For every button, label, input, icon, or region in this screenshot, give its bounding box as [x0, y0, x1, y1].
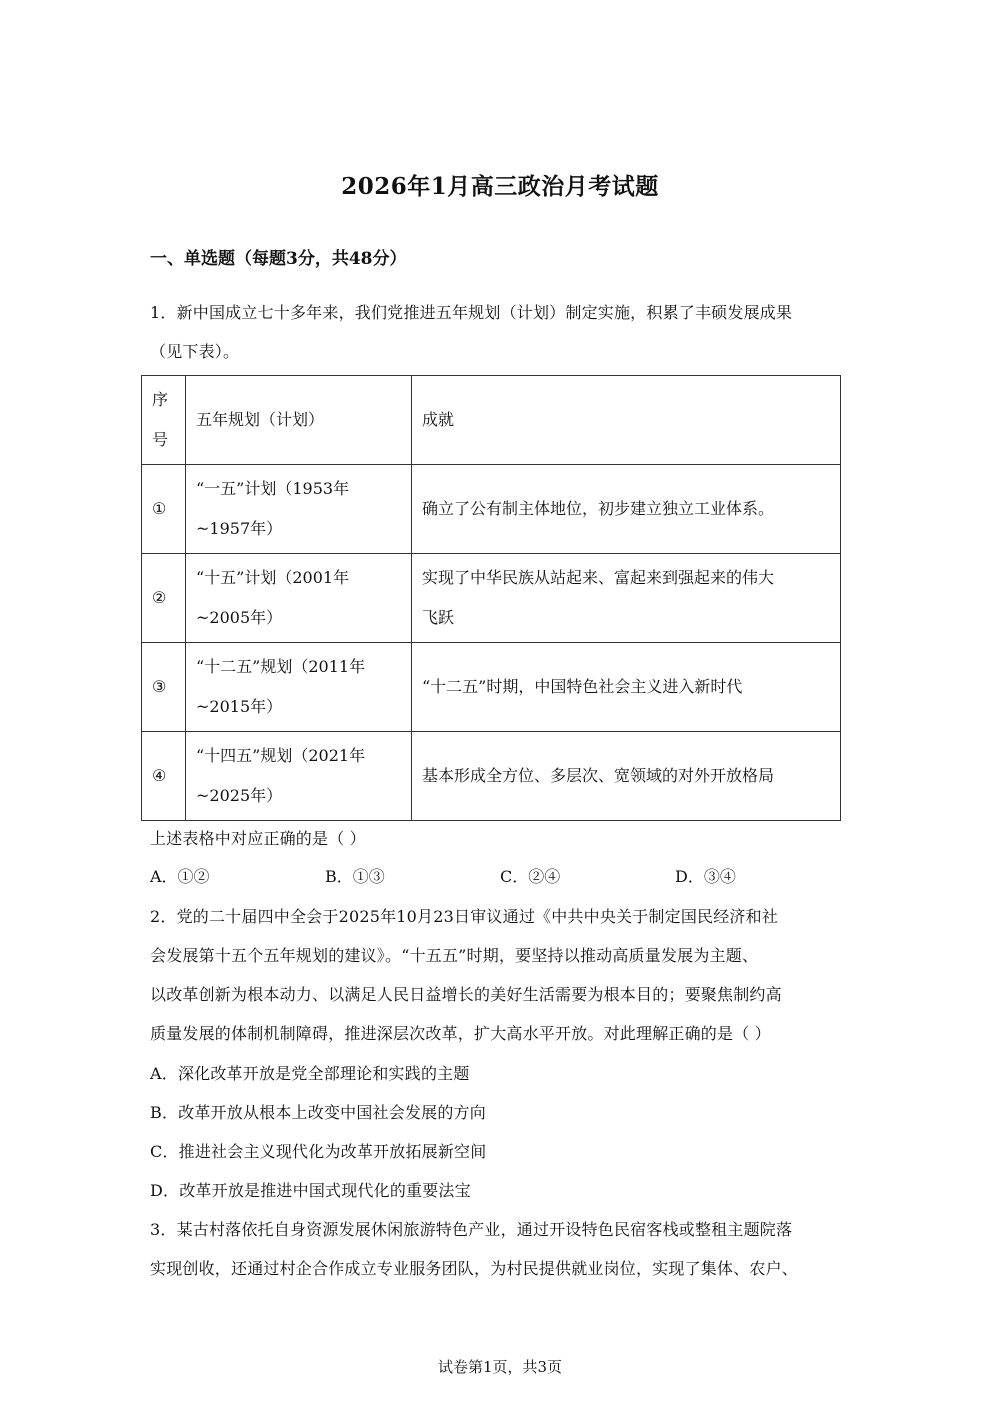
q1-option-a[interactable]: A．①② [150, 867, 210, 886]
header-no-line1: 序 [152, 390, 169, 409]
row-result-line1: 基本形成全方位、多层次、宽领域的对外开放格局 [422, 766, 775, 785]
q2-stem-line1: 2．党的二十届四中全会于2025年10月23日审议通过《中共中央关于制定国民经济和社 [150, 907, 779, 926]
q1-stem-line1: 1．新中国成立七十多年来，我们党推进五年规划（计划）制定实施，积累了丰硕发展成果 [150, 303, 793, 322]
row-plan [186, 554, 412, 643]
q2-stem-line4: 质量发展的体制机制障碍，推进深层次改革，扩大高水平开放。对此理解正确的是（ ） [150, 1024, 771, 1043]
q1-option-b[interactable]: B．①③ [325, 867, 385, 886]
row-result [412, 732, 841, 821]
q2-option-a[interactable]: A．深化改革开放是党全部理论和实践的主题 [150, 1064, 470, 1083]
header-plan-cell: 五年规划（计划） [186, 376, 412, 465]
header-no-cell [142, 376, 186, 465]
row-plan [186, 732, 412, 821]
table-row [142, 643, 841, 732]
row-no: ④ [142, 732, 186, 821]
q1-option-d[interactable]: D．③④ [675, 867, 736, 886]
row-plan-line1: “一五”计划（1953年 [196, 479, 350, 498]
row-no: ① [142, 465, 186, 554]
table-row [142, 732, 841, 821]
row-plan-line2: ~2015年） [196, 697, 283, 716]
row-plan-line2: ~2005年） [196, 608, 283, 627]
row-plan-line1: “十四五”规划（2021年 [196, 746, 366, 765]
page-title: 2026年1月高三政治月考试题 [341, 173, 659, 200]
row-plan [186, 465, 412, 554]
q3-stem-line1: 3．某古村落依托自身资源发展休闲旅游特色产业，通过开设特色民宿客栈或整租主题院落 [150, 1220, 793, 1239]
row-result [412, 465, 841, 554]
row-result-line1: 确立了公有制主体地位，初步建立独立工业体系。 [422, 499, 775, 518]
table-row [142, 554, 841, 643]
row-plan [186, 643, 412, 732]
q2-stem-line2: 会发展第十五个五年规划的建议》。“十五五”时期，要坚持以推动高质量发展为主题、 [150, 946, 759, 965]
q1-option-c[interactable]: C．②④ [500, 867, 561, 886]
q2-option-b[interactable]: B．改革开放从根本上改变中国社会发展的方向 [150, 1103, 486, 1122]
row-plan-line1: “十五”计划（2001年 [196, 568, 350, 587]
q2-stem-line3: 以改革创新为根本动力、以满足人民日益增长的美好生活需要为根本目的；要聚焦制约高 [150, 985, 782, 1004]
row-plan-line2: ~2025年） [196, 786, 283, 805]
q3-stem-line2: 实现创收，还通过村企合作成立专业服务团队，为村民提供就业岗位，实现了集体、农户、 [150, 1259, 799, 1278]
q1-question: 上述表格中对应正确的是（ ） [150, 829, 366, 848]
plan-table [141, 375, 841, 821]
row-result [412, 643, 841, 732]
q2-option-d[interactable]: D．改革开放是推进中国式现代化的重要法宝 [150, 1181, 471, 1200]
table-header-row [142, 376, 841, 465]
row-no: ③ [142, 643, 186, 732]
row-plan-line1: “十二五”规划（2011年 [196, 657, 366, 676]
row-result [412, 554, 841, 643]
q1-stem-line2: （见下表）。 [150, 342, 240, 361]
row-result-line1: “十二五”时期，中国特色社会主义进入新时代 [422, 677, 743, 696]
header-result-cell: 成就 [412, 376, 841, 465]
q2-option-c[interactable]: C．推进社会主义现代化为改革开放拓展新空间 [150, 1142, 487, 1161]
header-no-line2: 号 [152, 430, 169, 449]
row-result-line2: 飞跃 [422, 608, 455, 627]
section-heading: 一、单选题（每题3分，共48分） [150, 249, 407, 269]
page-footer: 试卷第1页，共3页 [437, 1358, 563, 1376]
row-plan-line2: ~1957年） [196, 519, 283, 538]
row-result-line1: 实现了中华民族从站起来、富起来到强起来的伟大 [422, 568, 775, 587]
row-no: ② [142, 554, 186, 643]
table-row [142, 465, 841, 554]
